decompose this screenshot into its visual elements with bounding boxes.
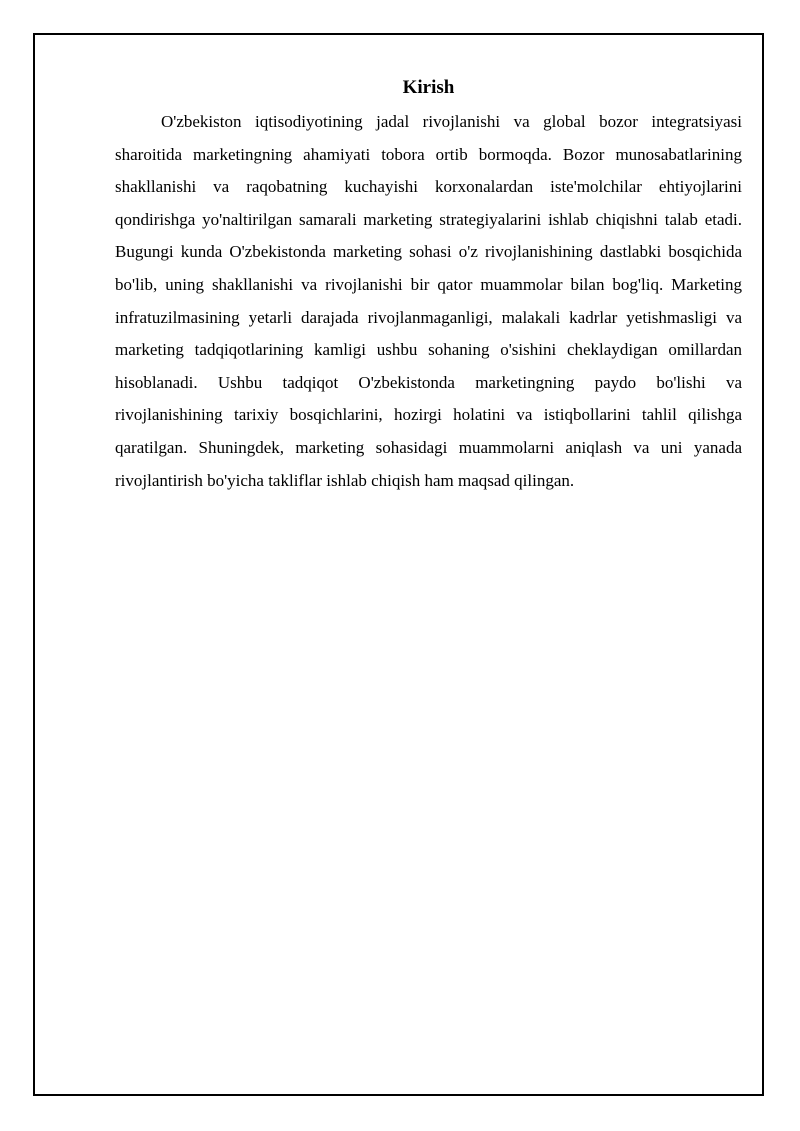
body-paragraph: O'zbekiston iqtisodiyotining jadal rivojlanishi va global bozor integratsiyasi sharoitida marketingning ahamiyati tobora ortib bormoqda. Bozor munosabatlarining shakllanishi va raqobatning kuchayishi korxonalardan iste'molchilar ehtiyojlarini qondirishga yo'naltirilgan samarali marketing strategiyalarini ishlab chiqishni talab etadi. Bugungi kunda O'zbekistonda marketing sohasi o'z rivojlanishining dastlabki bosqichida bo'lib, uning shakllanishi va rivojlanishi bir qator muammolar bilan bog'liq. Marketing infratuzilmasining yetarli darajada rivojlanmaganligi, malakali kadrlar yetishmasligi va marketing tadqiqotlarining kamligi ushbu sohaning o'sishini cheklaydigan omillardan hisoblanadi. Ushbu tadqiqot O'zbekistonda marketingning paydo bo'lishi va rivojlanishining tarixiy bosqichlarini, hozirgi holatini va istiqbollarini tahlil qilishga qaratilgan. Shuningdek, marketing sohasidagi muammolarni aniqlash va uni yanada rivojlantirish bo'yicha takliflar ishlab chiqish ham maqsad qilingan. bbox=[115, 112, 742, 490]
document-title: Kirish bbox=[402, 77, 455, 98]
document-content bbox=[115, 76, 742, 497]
